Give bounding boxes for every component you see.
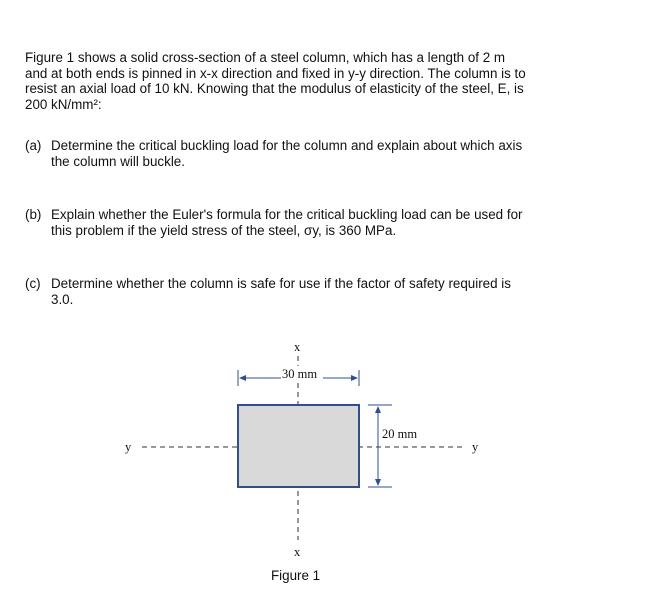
question-c-line-1: Determine whether the column is safe for use if the factor of safety required is [51, 276, 511, 291]
height-label: 20 mm [382, 427, 418, 441]
y-right-label: y [472, 440, 479, 454]
question-c-line-2: 3.0. [51, 291, 74, 307]
x-top-label: x [294, 340, 301, 354]
question-a-label: (a) [25, 138, 42, 153]
height-dim-arrow-bottom [375, 479, 381, 486]
intro-line-4: 200 kN/mm²: [25, 96, 102, 112]
x-bottom-label: x [294, 545, 301, 559]
y-left-label: y [125, 440, 132, 454]
intro-line-1: Figure 1 shows a solid cross-section of a steel column, which has a length of 2 m [25, 50, 506, 65]
question-b-line-1: Explain whether the Euler's formula for the critical buckling load can be used for [51, 207, 523, 222]
question-a-line-1: Determine the critical buckling load for the column and explain about which axis [51, 138, 523, 153]
figure-caption: Figure 1 [271, 568, 321, 583]
width-label: 30 mm [282, 367, 318, 381]
question-c-label: (c) [25, 276, 41, 291]
cross-section-rect [238, 405, 359, 487]
height-dim-arrow-top [375, 406, 381, 413]
question-a-line-2: the column will buckle. [51, 153, 185, 169]
width-dim-arrow-right [351, 375, 358, 381]
width-dim-arrow-left [239, 375, 246, 381]
question-b-line-2: this problem if the yield stress of the steel, σy, is 360 MPa. [51, 222, 397, 238]
intro-line-3: resist an axial load of 10 kN. Knowing that the modulus of elasticity of the steel, E, is [25, 81, 524, 97]
intro-line-2: and at both ends is pinned in x-x direction and fixed in y-y direction. The column is to [25, 65, 526, 81]
question-b-label: (b) [25, 207, 42, 222]
